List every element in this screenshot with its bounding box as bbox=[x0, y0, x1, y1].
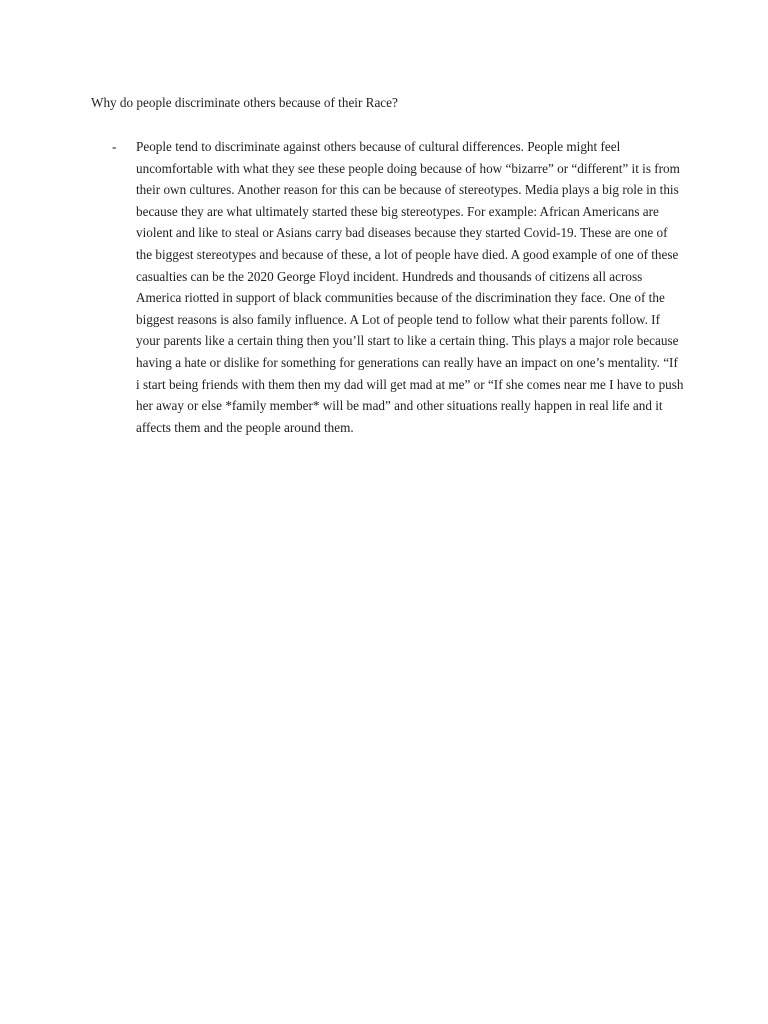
bullet-dash: - bbox=[112, 139, 117, 154]
answer-paragraph: People tend to discriminate against others because of cultural differences. People might feel uncomfortable with what they see these people doing because of how “bizarre” or “different” it is from their own cultures. Another reason for this can be because of stereotypes. Media plays a big role in this because they are what ultimately started these big stereotypes. For example: African Americans are violent and like to steal or Asians carry bad diseases because they started Covid-19. These are one of the biggest stereotypes and because of these, a lot of people have died. A good example of one of these casualties can be the 2020 George Floyd incident. Hundreds and thousands of citizens all across America riotted in support of black communities because of the discrimination they face. One of the biggest reasons is also family influence. A Lot of people tend to follow what their parents follow. If your parents like a certain thing then you’ll start to like a certain thing. This plays a major role because having a hate or dislike for something for generations can really have an impact on one’s mentality. “If i start being friends with them then my dad will get mad at me” or “If she comes near me I have to push her away or else *family member* will be mad” and other situations really happen in real life and it affects them and the people around them. bbox=[136, 139, 684, 435]
question-heading: Why do people discriminate others because of their Race? bbox=[91, 95, 398, 110]
